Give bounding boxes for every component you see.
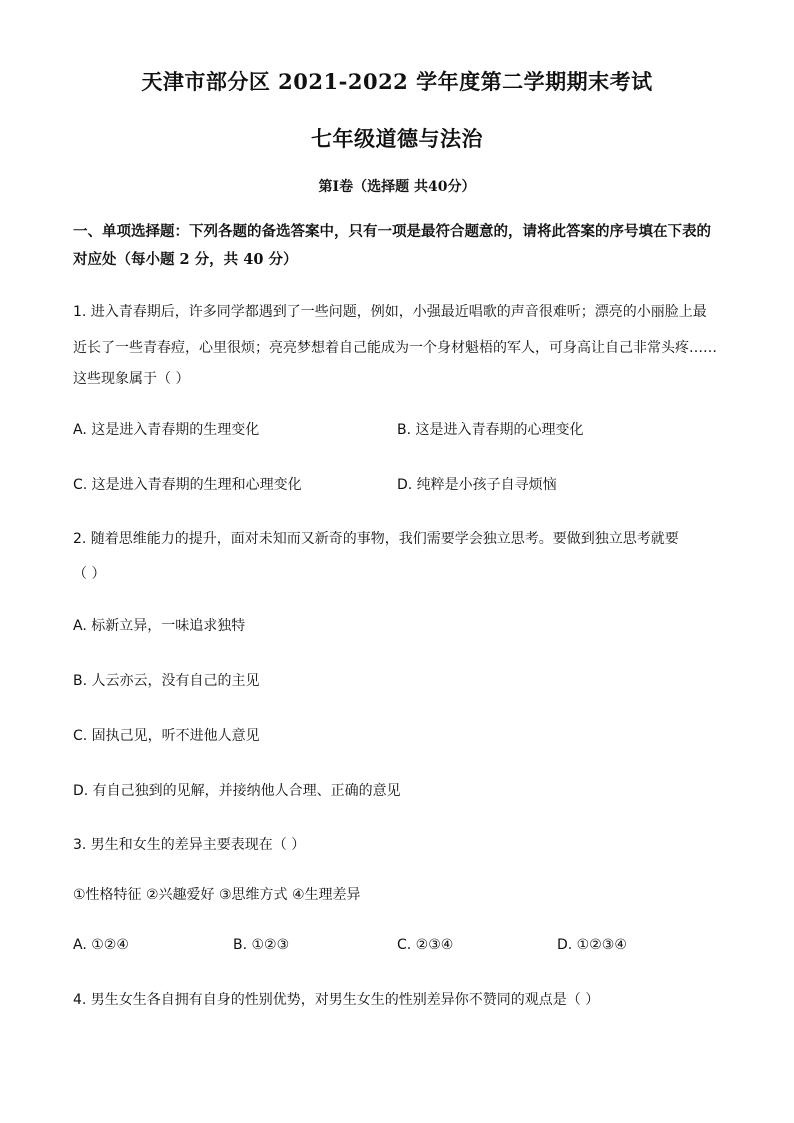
question-1-stem-line: 这些现象属于（ ） (73, 371, 190, 387)
question-2-stem-line: （ ） (73, 566, 106, 582)
question-2-option-c: C. 固执己见，听不进他人意见 (73, 728, 260, 744)
part-title: 第Ⅰ卷（选择题 共40分） (318, 179, 476, 195)
question-1-option-c: C. 这是进入青春期的生理和心理变化 (73, 477, 302, 493)
question-3-items: ①性格特征 ②兴趣爱好 ③思维方式 ④生理差异 (73, 887, 361, 903)
question-1-option-a: A. 这是进入青春期的生理变化 (73, 422, 260, 438)
question-2-option-b: B. 人云亦云，没有自己的主见 (73, 673, 260, 689)
question-3-option-a: A. ①②④ (73, 937, 129, 953)
question-1-stem-line: 1. 进入青春期后，许多同学都遇到了一些问题，例如，小强最近唱歌的声音很难听；漂亮的小丽脸上最 (73, 304, 707, 320)
subject-title: 七年级道德与法治 (311, 126, 483, 151)
section-heading: 一、单项选择题：下列各题的备选答案中，只有一项是最符合题意的，请将此答案的序号填在下表的对应处（每小题 2 分，共 40 分） (73, 223, 711, 268)
question-1-option-d: D. 纯粹是小孩子自寻烦恼 (397, 477, 557, 493)
question-4-stem-line: 4. 男生女生各自拥有自身的性别优势，对男生女生的性别差异你不赞同的观点是（ ） (73, 992, 600, 1008)
question-2-stem-line: 2. 随着思维能力的提升，面对未知而又新奇的事物，我们需要学会独立思考。要做到独立思考就要 (73, 531, 679, 547)
question-2-option-d: D. 有自己独到的见解，并接纳他人合理、正确的意见 (73, 783, 401, 799)
exam-title: 天津市部分区 2021-2022 学年度第二学期期末考试 (141, 69, 653, 94)
question-3-stem-line: 3. 男生和女生的差异主要表现在（ ） (73, 837, 306, 853)
question-1-stem-line: 近长了一些青春痘，心里很烦；亮亮梦想着自己能成为一个身材魁梧的军人，可身高让自己非常头疼…… (73, 340, 717, 356)
question-2-option-a: A. 标新立异，一味追求独特 (73, 618, 246, 634)
question-1-option-b: B. 这是进入青春期的心理变化 (397, 422, 584, 438)
question-3-option-d: D. ①②③④ (557, 937, 627, 953)
question-3-option-b: B. ①②③ (233, 937, 290, 953)
question-3-option-c: C. ②③④ (397, 937, 454, 953)
